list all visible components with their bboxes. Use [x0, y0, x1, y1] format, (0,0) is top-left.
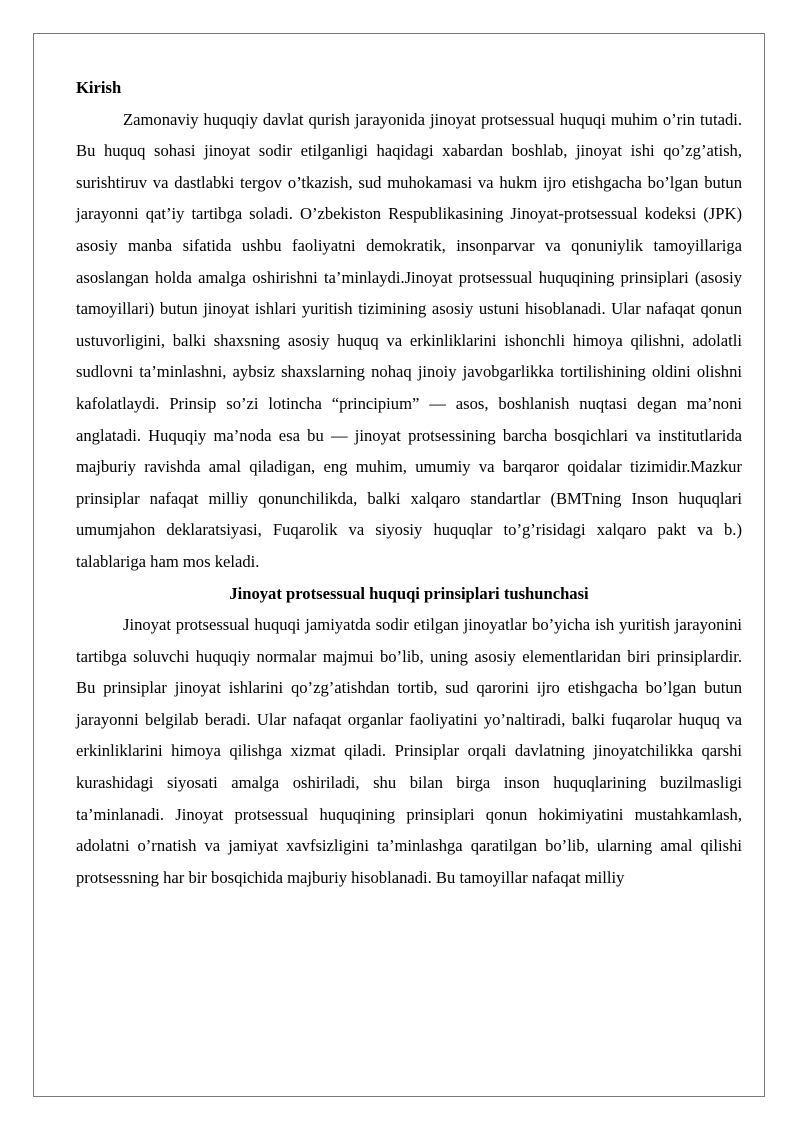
concept-paragraph: Jinoyat protsessual huquqi jamiyatda sodir etilgan jinoyatlar bo’yicha ish yuritish jarayonini tartibga soluvchi huquqiy normalar majmui bo’lib, uning asosiy elementlaridan biri prinsiplardir. Bu prinsiplar jinoyat ishlarini qo’zg’atishdan tortib, sud qarorini ijro etishgacha bo’lgan butun jarayonni belgilab beradi. Ular nafaqat organlar faoliyatini yo’naltiradi, balki fuqarolar huquq va erkinliklarini himoya qilishga xizmat qiladi. Prinsiplar orqali davlatning jinoyatchilikka qarshi kurashidagi siyosati amalga oshiriladi, shu bilan birga inson huquqlarining buzilmasligi ta’minlanadi. Jinoyat protsessual huquqining prinsiplari qonun hokimiyatini mustahkamlash, adolatni o’rnatish va jamiyat xavfsizligini ta’minlashga qaratilgan bo’lib, ularning amal qilishi protsessning har bir bosqichida majburiy hisoblanadi. Bu tamoyillar nafaqat milliy: [76, 615, 742, 887]
intro-paragraph: Zamonaviy huquqiy davlat qurish jarayonida jinoyat protsessual huquqi muhim o’rin tutadi. Bu huquq sohasi jinoyat sodir etilganligi haqidagi xabardan boshlab, jinoyat ishi qo’zg’atish, surishtiruv va dastlabki tergov o’tkazish, sud muhokamasi va hukm ijro etishgacha bo’lgan butun jarayonni qat’iy tartibga soladi. O’zbekiston Respublikasining Jinoyat-protsessual kodeksi (JPK) asosiy manba sifatida ushbu faoliyatni demokratik, insonparvar va qonuniylik tamoyillariga asoslangan holda amalga oshirishni ta’minlaydi.Jinoyat protsessual huquqining prinsiplari (asosiy tamoyillari) butun jinoyat ishlari yuritish tizimining asosiy ustuni hisoblanadi. Ular nafaqat qonun ustuvorligini, balki shaxsning asosiy huquq va erkinliklarini ishonchli himoya qilishni, adolatli sudlovni ta’minlashni, aybsiz shaxslarning nohaq jinoiy javobgarlikka tortilishining oldini olishni kafolatlaydi. Prinsip so’zi lotincha “principium” — asos, boshlanish nuqtasi degan ma’noni anglatadi. Huquqiy ma’noda esa bu — jinoyat protsessining barcha bosqichlari va institutlarida majburiy ravishda amal qiladigan, eng muhim, umumiy va barqaror qoidalar tizimidir.Mazkur prinsiplar nafaqat milliy qonunchilikda, balki xalqaro standartlar (BMTning Inson huquqlari umumjahon deklaratsiyasi, Fuqarolik va siyosiy huquqlar to’g’risidagi xalqaro pakt va b.) talablariga ham mos keladi.: [76, 109, 742, 571]
document-body: [76, 72, 742, 893]
section-title-concept: Jinoyat protsessual huquqi prinsiplari tushunchasi: [229, 583, 589, 603]
section-title-intro: Kirish: [76, 78, 122, 97]
